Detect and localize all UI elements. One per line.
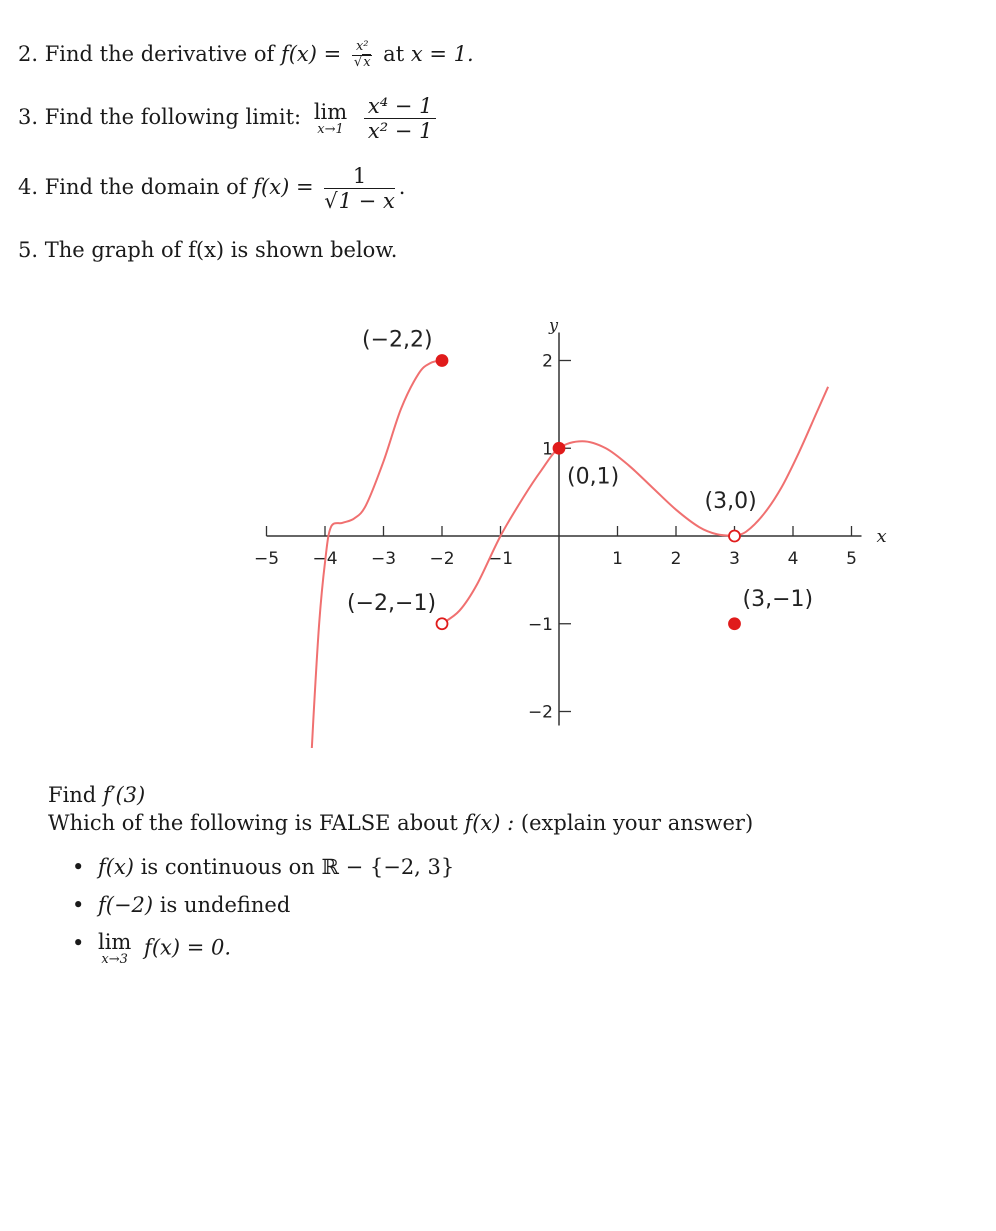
q3-denominator: x² − 1 <box>367 119 433 144</box>
option-1-fx: f(x) <box>98 855 135 879</box>
option-3-expr: f(x) = 0. <box>144 935 232 960</box>
point-label: (−2,−1) <box>347 590 437 616</box>
which-line <box>48 811 753 835</box>
q3-numerator: x⁴ − 1 <box>364 94 437 119</box>
q3-fraction <box>364 94 437 143</box>
y-tick-label: −2 <box>527 702 553 723</box>
q4-number: 4. <box>18 175 39 200</box>
x-tick-label: −5 <box>253 549 280 569</box>
q2-text: Find the derivative of <box>44 41 275 66</box>
q2-fraction <box>352 40 373 71</box>
question-3 <box>18 94 440 143</box>
x-tick-label: 5 <box>846 549 857 569</box>
y-axis-label: y <box>549 315 559 335</box>
option-2-fx: f(−2) <box>98 893 154 917</box>
option-1 <box>70 855 454 893</box>
q4-fraction <box>324 164 395 213</box>
options-list <box>70 855 454 969</box>
q2-numerator: x² <box>352 40 373 56</box>
which-text: Which of the following is FALSE about <box>48 811 458 835</box>
option-1-text: is continuous on ℝ − {−2, 3} <box>140 855 455 879</box>
q2-denominator: √x <box>353 54 371 70</box>
find-expr: f′(3) <box>102 783 146 807</box>
question-4 <box>18 164 405 213</box>
filled-point <box>729 618 740 629</box>
question-5 <box>18 238 397 262</box>
q2-radicand: x <box>363 54 371 70</box>
filled-point <box>437 355 448 366</box>
q3-number: 3. <box>18 105 39 130</box>
option-3-limit <box>98 931 131 967</box>
x-tick-label: −4 <box>312 549 338 569</box>
q3-lim-sub: x→1 <box>317 121 344 137</box>
filled-point <box>554 443 565 454</box>
point-label: (3,0) <box>704 489 757 514</box>
y-tick-label: 2 <box>542 351 553 372</box>
y-tick-label: 1 <box>542 439 553 460</box>
y-tick-label: −1 <box>527 614 553 635</box>
question-2 <box>18 40 474 71</box>
q2-fx: f(x) = <box>280 41 342 66</box>
find-line <box>48 783 145 807</box>
x-tick-label: −1 <box>487 549 514 569</box>
q2-x-eq: x = 1. <box>410 41 474 66</box>
point-label: (0,1) <box>567 464 620 490</box>
q3-limit <box>314 101 347 137</box>
x-tick-label: −3 <box>370 549 397 569</box>
option-2 <box>70 893 454 931</box>
q4-text: Find the domain of <box>44 175 247 200</box>
open-point <box>437 618 448 629</box>
x-tick-label: 4 <box>787 549 799 569</box>
option-3-lim-word: lim <box>98 930 132 954</box>
option-3 <box>70 931 454 969</box>
q4-denominator: √1 − x <box>324 189 395 214</box>
x-tick-label: 2 <box>670 549 682 569</box>
q2-at: at <box>383 41 405 66</box>
x-tick-label: 1 <box>612 549 623 569</box>
which-fx: f(x) : <box>464 811 515 835</box>
open-point <box>729 531 740 542</box>
q4-numerator: 1 <box>324 164 395 189</box>
q5-text: The graph of f(x) is shown below. <box>44 238 398 262</box>
q3-text: Find the following limit: <box>44 105 302 130</box>
q4-radicand: 1 − x <box>338 189 395 214</box>
q3-lim-word: lim <box>313 99 348 124</box>
q4-fx: f(x) = <box>253 175 314 200</box>
option-3-lim-sub: x→3 <box>101 952 128 968</box>
points <box>347 328 813 630</box>
function-graph <box>248 288 888 748</box>
x-axis-label: x <box>876 526 887 547</box>
point-label: (3,−1) <box>742 586 814 612</box>
q4-period: . <box>398 175 406 200</box>
x-tick-label: −2 <box>429 549 455 569</box>
point-label: (−2,2) <box>362 327 433 353</box>
q2-number: 2. <box>18 41 39 66</box>
q5-number: 5. <box>18 238 39 262</box>
x-tick-label: 3 <box>729 549 740 569</box>
find-label: Find <box>48 783 97 807</box>
option-2-text: is undefined <box>159 893 291 917</box>
which-tail: (explain your answer) <box>520 811 754 835</box>
